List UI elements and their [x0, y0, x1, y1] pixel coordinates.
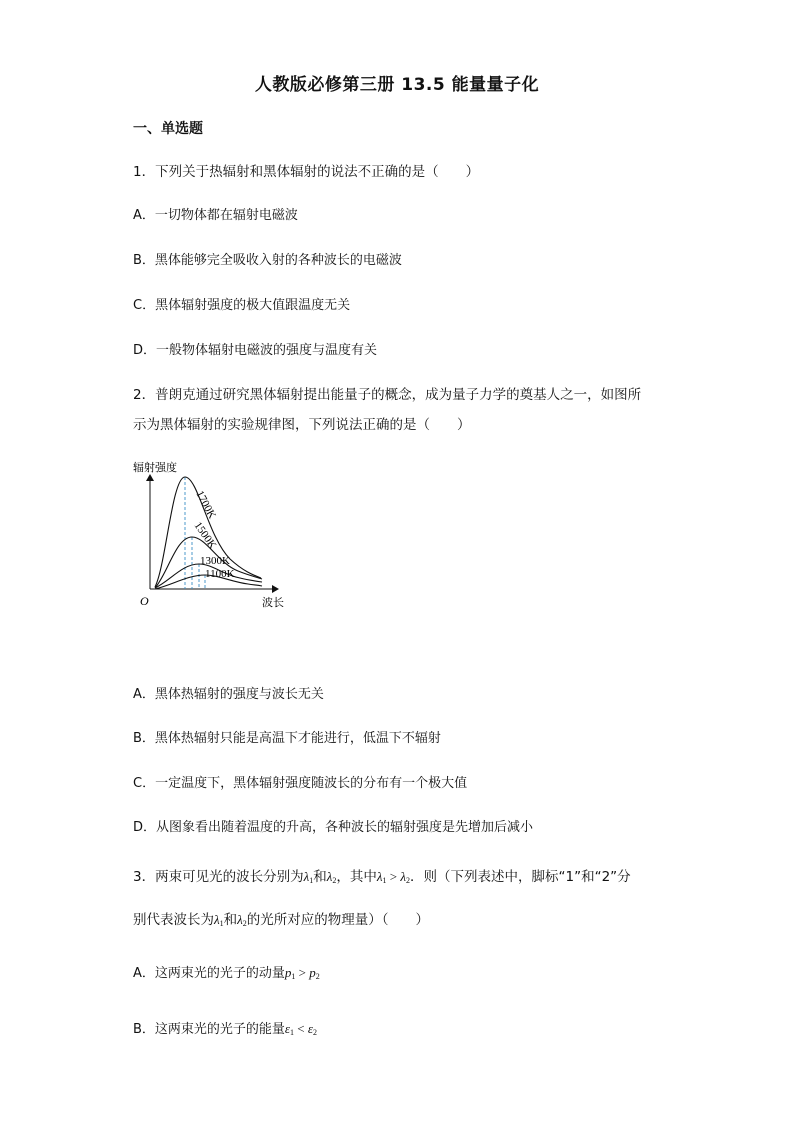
lambda-1: $\lambda_1$: [214, 912, 224, 928]
x-axis-label: 波长: [262, 597, 284, 609]
curve-label-1100k: 1100K: [205, 568, 235, 580]
q3-text-b: ，其中: [336, 869, 377, 885]
section-heading: 一、单选题: [133, 121, 203, 137]
question-1-option-b: B．黑体能够完全吸收入射的各种波长的电磁波: [133, 253, 402, 268]
question-2-option-a: A．黑体热辐射的强度与波长无关: [133, 687, 324, 702]
question-3-stem-line1: [133, 865, 631, 885]
y-axis-label: 辐射强度: [133, 462, 177, 474]
lambda-2: $\lambda_2$: [237, 912, 247, 928]
energy-inequality: $\varepsilon_1 < \varepsilon_2$: [284, 1021, 318, 1037]
lambda-inequality: $\lambda_1 > \lambda_2$: [376, 869, 410, 885]
origin-label: O: [140, 594, 149, 608]
question-3-stem-line2: 别代表波长为$\lambda_1$和$\lambda_2$的光所对应的物理量）（ ）: [133, 912, 430, 928]
question-2-stem-line1: 2．普朗克通过研究黑体辐射提出能量子的概念，成为量子力学的奠基人之一，如图所: [133, 387, 642, 403]
question-2-option-b: B．黑体热辐射只能是高温下才能进行，低温下不辐射: [133, 731, 441, 746]
q3-text-a: 3．两束可见光的波长分别为: [133, 869, 304, 885]
question-1-option-d: D．一般物体辐射电磁波的强度与温度有关: [133, 343, 378, 358]
question-1-option-c: C．黑体辐射强度的极大值跟温度无关: [133, 298, 351, 313]
question-3-option-a: A．这两束光的光子的动量$p_1 > p_2$: [133, 965, 320, 981]
lambda-1: $\lambda_1$: [303, 869, 314, 885]
q3-and: 和: [313, 869, 327, 885]
question-2-option-c: C．一定温度下，黑体辐射强度随波长的分布有一个极大值: [133, 776, 468, 791]
curve-label-1500k: 1500K: [191, 519, 219, 552]
question-3-option-b: B．这两束光的光子的能量$\varepsilon_1 < \varepsilon_2$: [133, 1021, 318, 1037]
q3-text-c: ．则（下列表述中，脚标“1”和“2”分: [410, 869, 631, 885]
question-2-stem-line2: 示为黑体辐射的实验规律图，下列说法正确的是（ ）: [133, 417, 471, 433]
blackbody-radiation-figure: [128, 455, 298, 615]
curve-label-1700k: 1700K: [193, 488, 219, 521]
curve-label-1300k: 1300K: [200, 555, 230, 567]
page-title: 人教版必修第三册 13.5 能量量子化: [254, 75, 540, 95]
question-1-stem: 1．下列关于热辐射和黑体辐射的说法不正确的是（ ）: [133, 164, 480, 180]
lambda-2: $\lambda_2$: [326, 869, 337, 885]
question-1-option-a: A．一切物体都在辐射电磁波: [133, 208, 298, 223]
momentum-inequality: $p_1 > p_2$: [284, 965, 320, 981]
question-2-option-d: D．从图象看出随着温度的升高，各种波长的辐射强度是先增加后减小: [133, 820, 534, 835]
